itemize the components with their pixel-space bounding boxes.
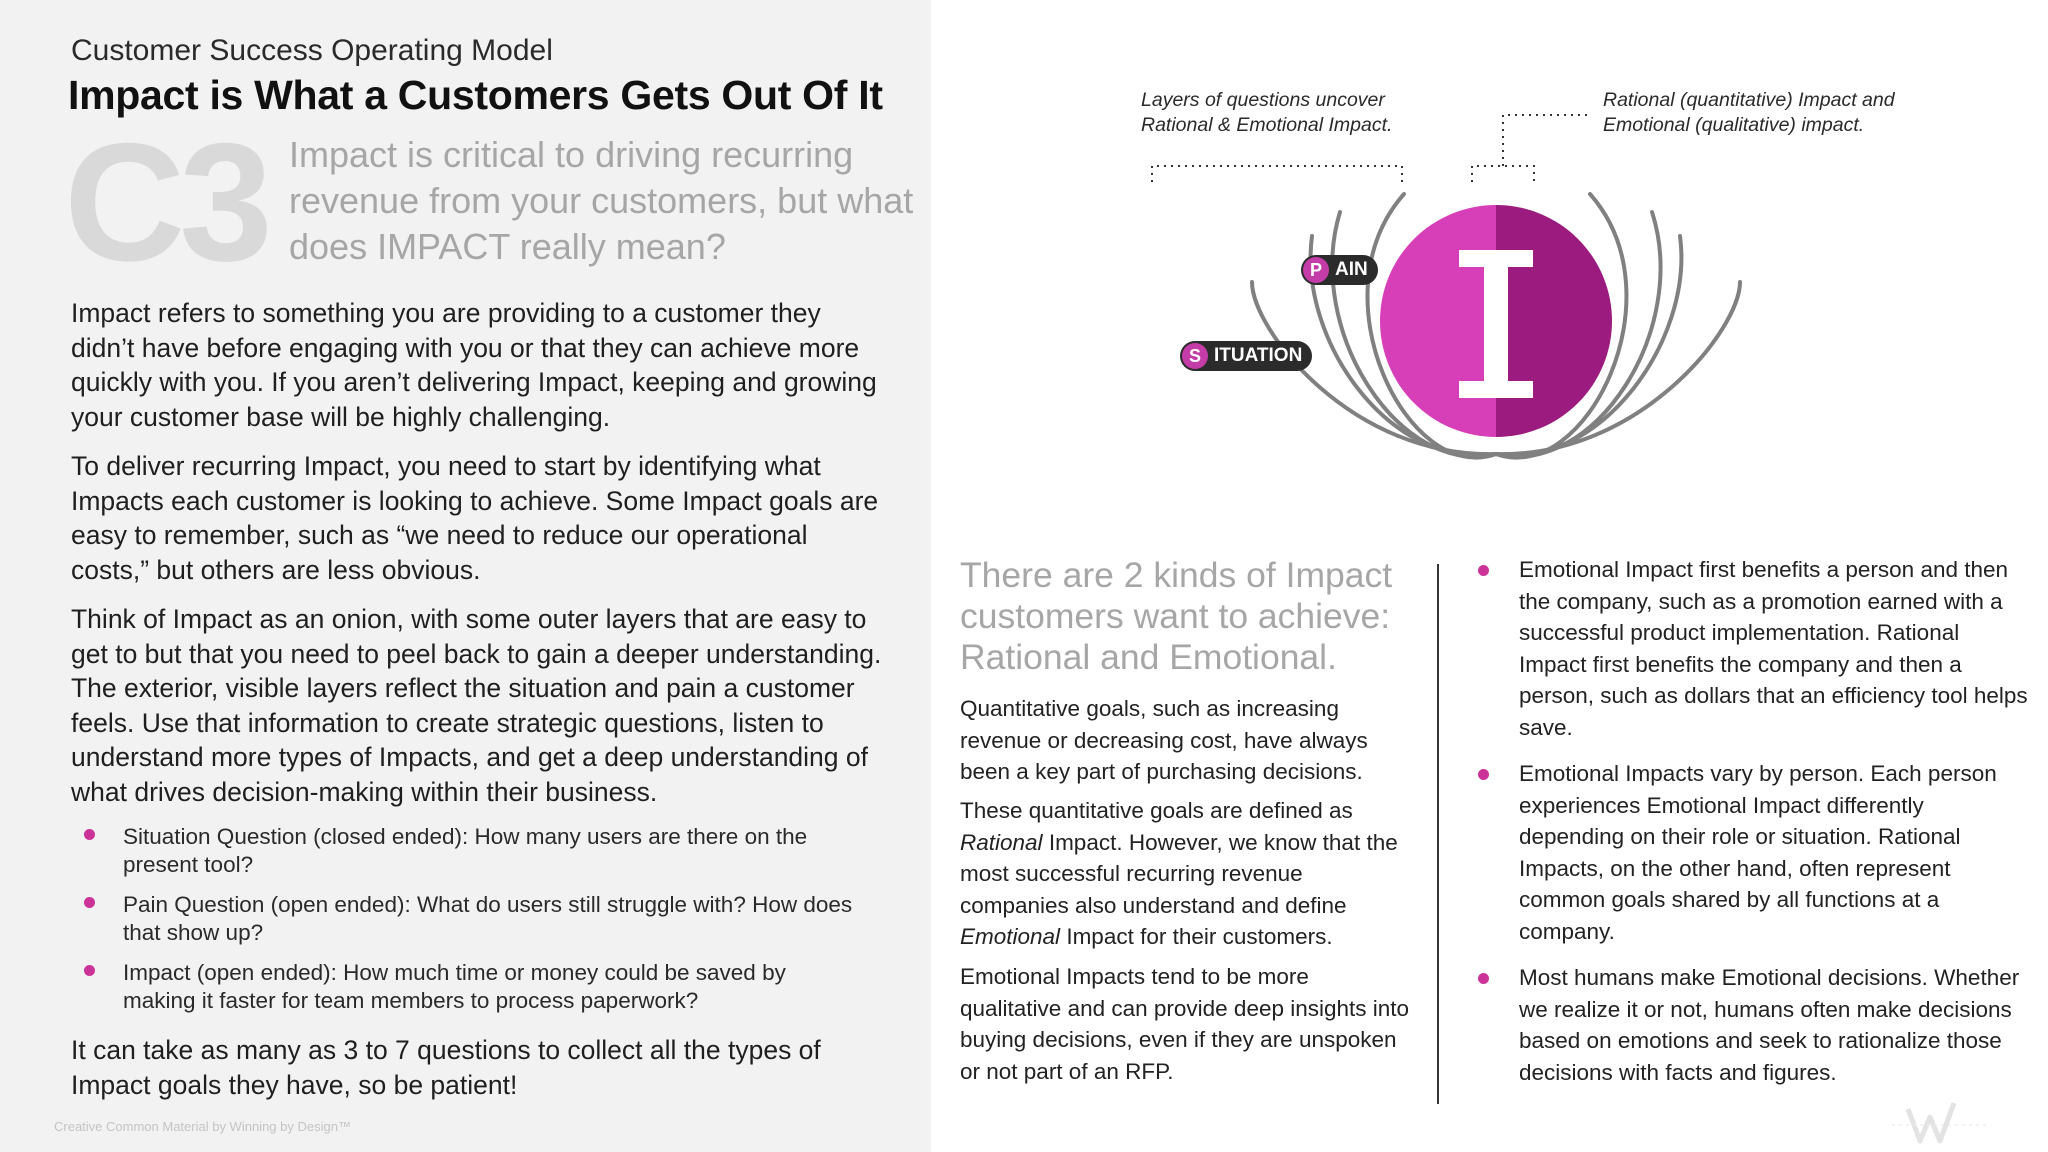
list-item-text: Emotional Impact first benefits a person and then the company, such as a promotion earned with a successful product implementation. Rational Impact first benefits the company and then a person, such as dollars that an efficiency tool helps save.: [1519, 557, 2028, 740]
pain-label: [1301, 255, 1378, 285]
identify-paragraph: To deliver recurring Impact, you need to start by identifying what Impacts each customer is looking to achieve. Some Impact goals are easy to remember, such as “we need to reduce our operational costs,” but others are less obvious.: [71, 451, 879, 585]
situation-badge-icon: S: [1182, 343, 1208, 369]
bullet-dot-icon: [84, 897, 95, 908]
callout-layers: Layers of questions uncover Rational & Emotional Impact.: [1141, 89, 1393, 136]
winning-by-design-logo-icon: [1888, 1095, 1998, 1145]
list-item: [1478, 554, 2028, 743]
list-item: [84, 891, 854, 947]
question-list: [84, 823, 854, 1027]
pain-badge-icon: P: [1303, 257, 1329, 283]
text-run: Impact. However, we know that the most successful recurring revenue companies also understand and define: [960, 829, 1398, 918]
list-item-text: Most humans make Emotional decisions. Whether we realize it or not, humans often make decisions based on emotions and seek to rationalize those decisions with facts and figures.: [1519, 965, 2020, 1085]
situation-label-text: ITUATION: [1214, 345, 1303, 366]
eyebrow-title: Customer Success Operating Model: [71, 34, 553, 67]
bullet-dot-icon: [1478, 973, 1489, 984]
column-divider: [1437, 564, 1439, 1104]
text-run: These quantitative goals are defined as: [960, 798, 1353, 823]
closing-paragraph: It can take as many as 3 to 7 questions to collect all the types of Impact goals they have, so be patient!: [71, 1035, 821, 1100]
list-item: [1478, 962, 2028, 1088]
list-item-text: Situation Question (closed ended): How many users are there on the present tool?: [123, 824, 808, 877]
situation-label: [1180, 341, 1312, 371]
emotional-emphasis: Emotional: [960, 924, 1061, 949]
list-item-text: Emotional Impacts vary by person. Each person experiences Emotional Impact differently depending on their role or situation. Rational Impacts, on the other hand, often represent common goals shared by all functions at a company.: [1519, 761, 1997, 944]
onion-paragraph: Think of Impact as an onion, with some outer layers that are easy to get to but that you need to peel back to gain a deeper understanding. The exterior, visible layers reflect the situation and pain a customer feels. Use that information to create strategic questions, listen to understand more types of Impacts, and get a deep understanding of what drives decision-making within their business.: [71, 604, 882, 807]
list-item-text: Impact (open ended): How much time or money could be saved by making it faster for team members to process paperwork?: [123, 960, 786, 1013]
lead-statement: Impact is critical to driving recurring revenue from your customers, but what does IMPACT really mean?: [289, 134, 914, 267]
bullet-dot-icon: [84, 829, 95, 840]
pain-label-text: AIN: [1335, 259, 1368, 280]
footnote: Creative Common Material by Winning by Design™: [54, 1119, 351, 1134]
section-code: C3: [64, 108, 267, 296]
list-item-text: Pain Question (open ended): What do users still struggle with? How does that show up?: [123, 892, 853, 945]
intro-paragraph: Impact refers to something you are providing to a customer they didn’t have before engaging with you or that they can achieve more quickly with you. If you aren’t delivering Impact, keeping and growing your customer base will be highly challenging.: [71, 298, 877, 432]
rational-emphasis: Rational: [960, 829, 1043, 855]
bullet-dot-icon: [1478, 769, 1489, 780]
page-title: Impact is What a Customers Gets Out Of It: [68, 72, 883, 118]
list-item: [84, 823, 854, 879]
bullet-dot-icon: [1478, 565, 1489, 576]
emotional-insights-paragraph: Emotional Impacts tend to be more qualitative and can provide deep insights into buying decisions, even if they are unspoken or not part of an RFP.: [960, 964, 1410, 1084]
quantitative-paragraph: Quantitative goals, such as increasing revenue or decreasing cost, have always been a key part of purchasing decisions.: [960, 696, 1368, 784]
callout-impact-types: Rational (quantitative) Impact and Emotional (qualitative) impact.: [1603, 89, 1895, 136]
kinds-heading: There are 2 kinds of Impact customers want to achieve: Rational and Emotional.: [960, 555, 1393, 677]
impact-bullets: [1478, 554, 2028, 1103]
list-item: [1478, 758, 2028, 947]
rational-emotional-paragraph: [960, 795, 1410, 953]
bullet-dot-icon: [84, 965, 95, 976]
text-run: Impact for their customers.: [1060, 924, 1333, 949]
left-panel: [0, 0, 931, 1152]
list-item: [84, 959, 854, 1015]
